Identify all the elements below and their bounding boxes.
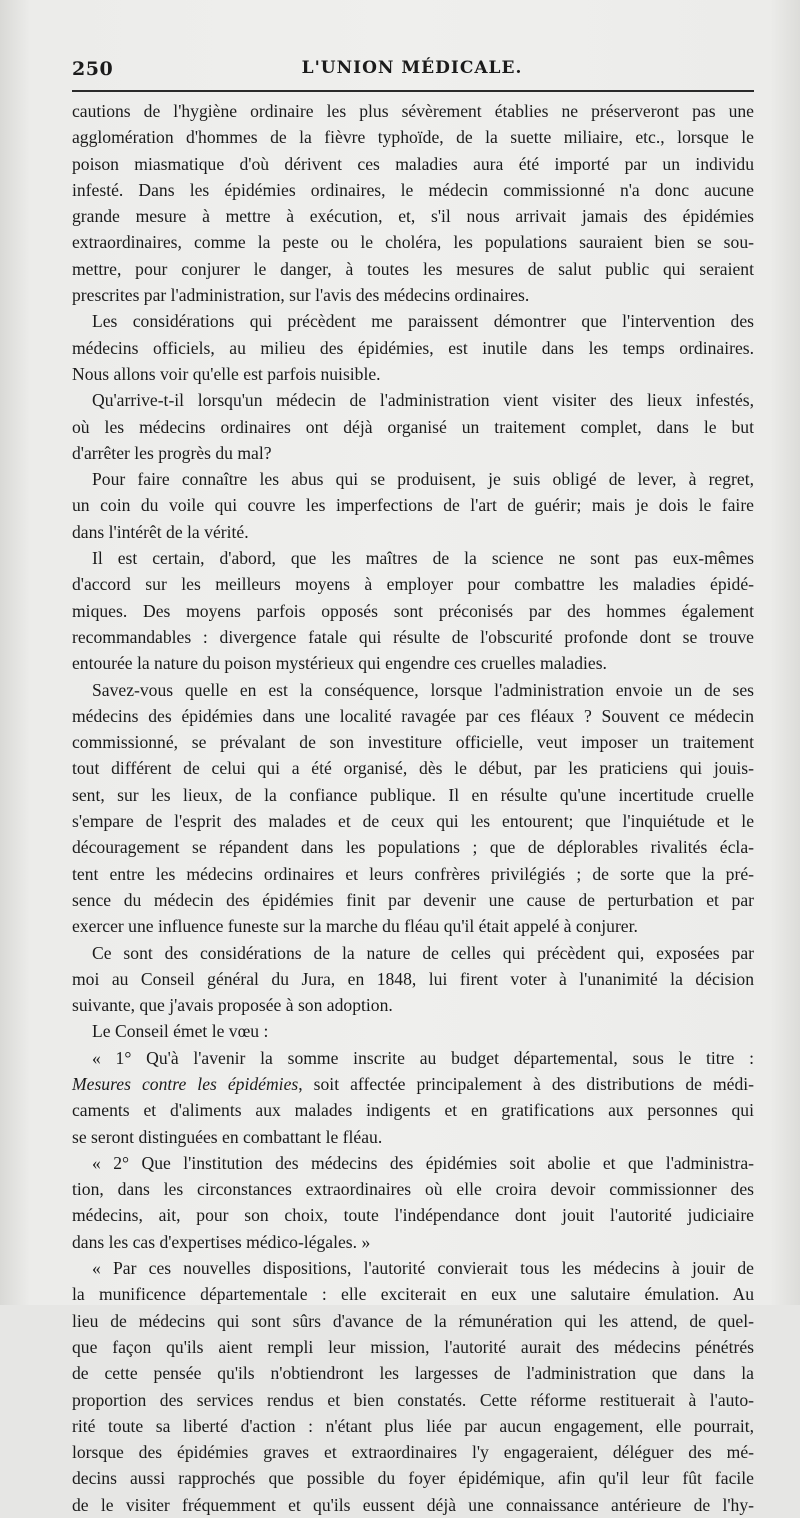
text-line: sence du médecin des épidémies finit par devenir une cause de perturbation et par xyxy=(72,889,754,910)
text-line: lorsque des épidémies graves et extraordinaires l'y engageraient, déléguer des mé- xyxy=(72,1442,754,1463)
text-line: médecins, ait, pour son choix, toute l'indépendance dont jouit l'autorité judiciaire xyxy=(72,1205,754,1226)
text-line: entourée la nature du poison mystérieux qui engendre ces cruelles maladies. xyxy=(72,653,607,674)
text-line: rité toute sa liberté d'action : n'étant plus liée par aucun engagement, elle pourrait, xyxy=(72,1415,754,1436)
text-line: Les considérations qui précèdent me paraissent démontrer que l'intervention des xyxy=(92,311,754,332)
text-line: découragement se répandent dans les populations ; que de déplorables rivalités écla- xyxy=(72,837,754,858)
text-line: Il est certain, d'abord, que les maîtres de la science ne sont pas eux-mêmes xyxy=(92,548,754,569)
text-line: « 1° Qu'à l'avenir la somme inscrite au budget départemental, sous le titre : xyxy=(92,1047,754,1068)
text-line: d'accord sur les meilleurs moyens à employer pour combattre les maladies épidé- xyxy=(72,574,754,595)
emphasis-title: Mesures contre les épidémies xyxy=(72,1073,299,1094)
text-line: lieu de médecins qui sont sûrs d'avance de la rémunération qui les attend, de quel- xyxy=(72,1310,754,1331)
running-title: L'UNION MÉDICALE. xyxy=(301,58,523,78)
text-line: la munificence départementale : elle exciterait en eux une salutaire émulation. Au xyxy=(72,1284,754,1305)
text-line: infesté. Dans les épidémies ordinaires, le médecin commissionné n'a donc aucune xyxy=(72,179,754,200)
text-line: d'arrêter les progrès du mal? xyxy=(72,442,272,463)
text-line: un coin du voile qui couvre les imperfections de l'art de guérir; mais je dois le faire xyxy=(72,495,754,516)
text-line: Ce sont des considérations de la nature de celles qui précèdent qui, exposées par xyxy=(92,942,754,963)
text-line: agglomération d'hommes de la fièvre typhoïde, de la suette miliaire, etc., lorsque le xyxy=(72,127,754,148)
text-line: « Par ces nouvelles dispositions, l'autorité convierait tous les médecins à jouir de xyxy=(92,1258,754,1279)
text-line: médecins des épidémies dans une localité ravagée par ces fléaux ? Souvent ce médecin xyxy=(72,705,754,726)
page-header xyxy=(72,58,752,88)
text-line: tion, dans les circonstances extraordinaires où elle croira devoir commissionner des xyxy=(72,1179,754,1200)
text-line: prescrites par l'administration, sur l'avis des médecins ordinaires. xyxy=(72,285,530,306)
text-line: dans l'intérêt de la vérité. xyxy=(72,521,249,542)
text-line: extraordinaires, comme la peste ou le choléra, les populations sauraient bien se sou- xyxy=(72,232,754,253)
text-line: tout différent de celui qui a été organisé, dès le début, par les praticiens qui jouis- xyxy=(72,758,754,779)
header-rule xyxy=(72,90,754,92)
text-line: dans les cas d'expertises médico-légales. » xyxy=(72,1231,371,1252)
text-line: médecins officiels, au milieu des épidémies, est inutile dans les temps ordinaires. xyxy=(72,337,754,358)
text-line: grande mesure à mettre à exécution, et, s'il nous arrivait jamais des épidémies xyxy=(72,206,754,227)
text-line: caments et d'aliments aux malades indigents et en gratifications aux personnes qui xyxy=(72,1100,754,1121)
text-line: commissionné, se prévalant de son investiture officielle, veut imposer un traitement xyxy=(72,732,754,753)
text-line xyxy=(72,1071,754,1097)
text-line: moi au Conseil général du Jura, en 1848, lui firent voter à l'unanimité la décision xyxy=(72,968,754,989)
text-line: Nous allons voir qu'elle est parfois nuisible. xyxy=(72,363,381,384)
text-line: recommandables : divergence fatale qui résulte de l'obscurité profonde dont se trouve xyxy=(72,626,754,647)
body-text xyxy=(72,98,754,1518)
text-line: Le Conseil émet le vœu : xyxy=(92,1021,269,1042)
text-line: Pour faire connaître les abus qui se produisent, je suis obligé de lever, à regret, xyxy=(92,469,754,490)
text-line: mettre, pour conjurer le danger, à toutes les mesures de salut public qui seraient xyxy=(72,258,754,279)
text-line: que façon qu'ils aient rempli leur mission, l'autorité aurait des médecins pénétrés xyxy=(72,1336,754,1357)
text-line: proportion des services rendus et bien constatés. Cette réforme restituerait à l'auto- xyxy=(72,1389,754,1410)
text-line: miques. Des moyens parfois opposés sont préconisés par des hommes également xyxy=(72,600,754,621)
text-line: Savez-vous quelle en est la conséquence, lorsque l'administration envoie un de ses xyxy=(92,679,754,700)
text-line: Qu'arrive-t-il lorsqu'un médecin de l'administration vient visiter des lieux infestés, xyxy=(92,390,754,411)
text-line: s'empare de l'esprit des malades et de ceux qui les entourent; que l'inquiétude et le xyxy=(72,811,754,832)
text-line: exercer une influence funeste sur la marche du fléau qu'il était appelé à conjurer. xyxy=(72,916,638,937)
page-number: 250 xyxy=(72,58,114,80)
text-line: tent entre les médecins ordinaires et leurs confrères privilégiés ; de sorte que la pré- xyxy=(72,863,754,884)
text-line: poison miasmatique d'où dérivent ces maladies aura été importé par un individu xyxy=(72,153,754,174)
text-line: cautions de l'hygiène ordinaire les plus sévèrement établies ne préserveront pas une xyxy=(72,101,754,121)
text-fragment: , soit affectée principalement à des distributions de médi- xyxy=(298,1073,754,1094)
text-line: de cette pensée qu'ils n'obtiendront les largesses de l'administration que dans la xyxy=(72,1363,754,1384)
text-line: où les médecins ordinaires ont déjà organisé un traitement complet, dans le but xyxy=(72,416,754,437)
text-line: se seront distinguées en combattant le fléau. xyxy=(72,1126,383,1147)
text-line: decins aussi rapprochés que possible du foyer épidémique, afin qu'il leur fût facile xyxy=(72,1468,754,1489)
text-line: « 2° Que l'institution des médecins des épidémies soit abolie et que l'administra- xyxy=(92,1152,754,1173)
text-line: sent, sur les lieux, de la confiance publique. Il en résulte qu'une incertitude cruelle xyxy=(72,784,754,805)
text-line: suivante, que j'avais proposée à son adoption. xyxy=(72,995,393,1016)
text-line: de le visiter fréquemment et qu'ils eussent déjà une connaissance antérieure de l'hy- xyxy=(72,1494,754,1515)
